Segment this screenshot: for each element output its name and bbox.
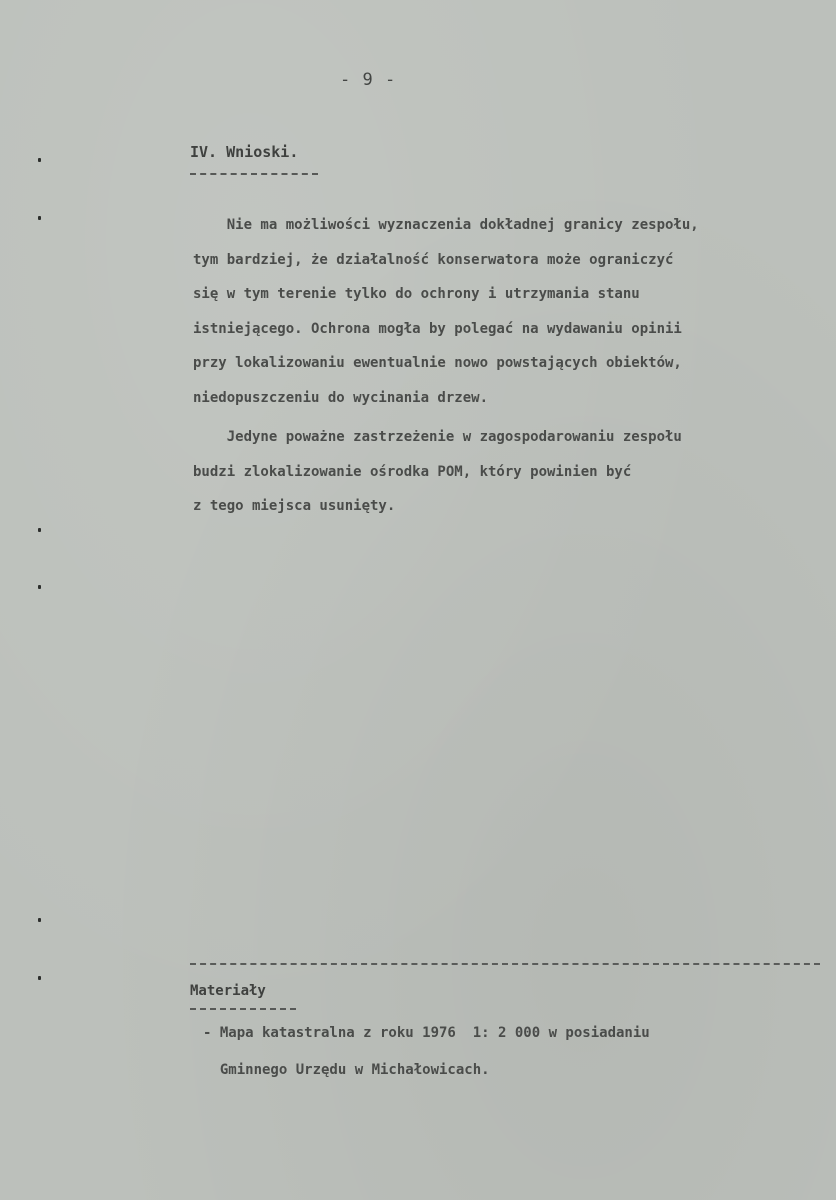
text-line: budzi zlokalizowanie ośrodka POM, który powinien być [193,463,632,480]
text-line: niedopuszczeniu do wycinania drzew. [193,389,489,406]
margin-mark [38,528,41,532]
text-line: przy lokalizowaniu ewentualnie nowo powstających obiektów, [193,355,682,371]
page-number: - 9 - [340,70,397,90]
materials-heading: Materiały [190,983,266,999]
footer-divider [190,963,820,965]
paragraph-2 [193,420,823,524]
section-heading: IV. Wnioski. [190,143,299,161]
margin-mark [38,158,41,162]
margin-mark [38,585,41,589]
paragraph-1 [193,208,823,415]
text-line: istniejącego. Ochrona mogła by polegać na wydawaniu opinii [193,320,682,337]
text-line: tym bardziej, że działalność konserwatora może ograniczyć [193,251,674,268]
text-line: Jedyne poważne zastrzeżenie w zagospodarowaniu zespołu [193,429,682,445]
heading-underline [190,173,318,175]
text-line: Gminnego Urzędu w Michałowicach. [203,1062,490,1078]
text-line: z tego miejsca usunięty. [193,498,396,514]
text-line: - Mapa katastralna z roku 1976 1: 2 000 w posiadaniu [203,1025,650,1041]
text-line: się w tym terenie tylko do ochrony i utrzymania stanu [193,286,640,302]
margin-mark [38,976,41,980]
margin-mark [38,216,41,220]
margin-mark [38,918,41,922]
text-line: Nie ma możliwości wyznaczenia dokładnej granicy zespołu, [193,217,699,233]
materials-underline [190,1008,296,1010]
materials-item [203,1015,650,1089]
